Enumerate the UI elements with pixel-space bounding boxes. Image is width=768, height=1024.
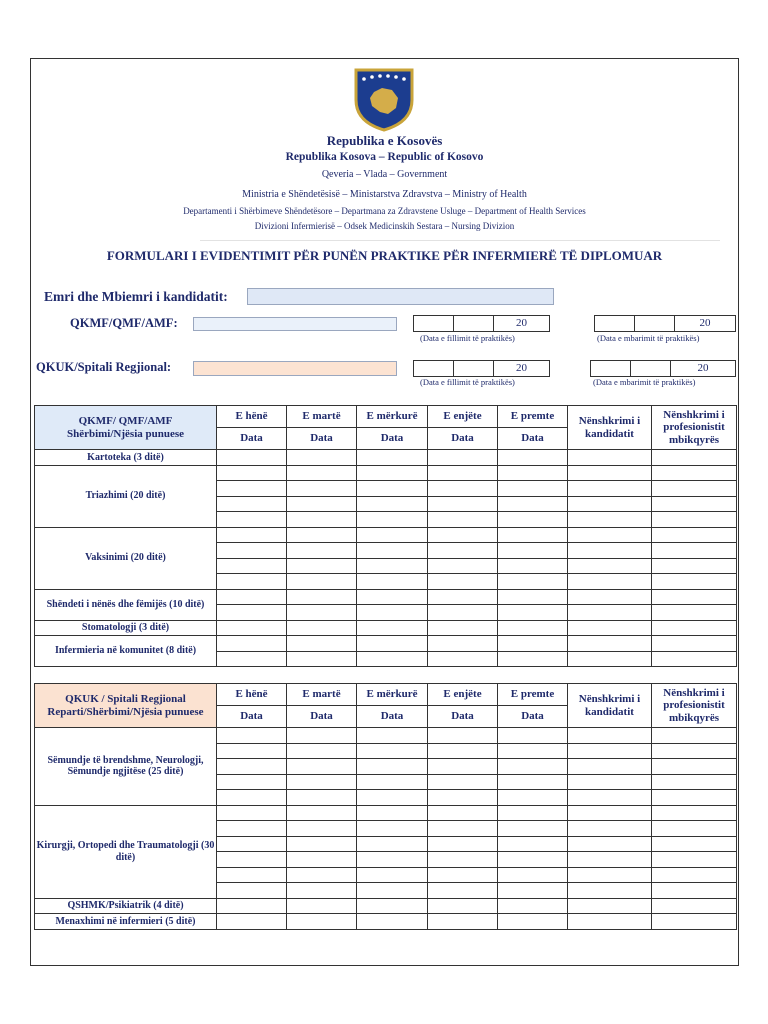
entry-cell[interactable] (498, 481, 568, 497)
qkuk-attendance-table (34, 683, 737, 930)
year-prefix: 20 (697, 362, 709, 374)
entry-cell[interactable] (498, 651, 568, 667)
entry-cell[interactable] (498, 883, 568, 899)
entry-cell[interactable] (652, 790, 737, 806)
entry-cell[interactable] (287, 743, 357, 759)
entry-cell[interactable] (568, 805, 652, 821)
entry-cell[interactable] (652, 883, 737, 899)
entry-cell[interactable] (498, 867, 568, 883)
entry-cell[interactable] (217, 651, 287, 667)
entry-cell[interactable] (428, 589, 498, 605)
entry-cell[interactable] (428, 914, 498, 930)
entry-cell[interactable] (568, 465, 652, 481)
entry-cell[interactable] (287, 620, 357, 636)
entry-cell[interactable] (357, 759, 428, 775)
work-unit-label: Shëndeti i nënës dhe fëmijës (10 ditë) (35, 589, 217, 620)
entry-cell[interactable] (357, 543, 428, 559)
entry-cell[interactable] (428, 496, 498, 512)
entry-cell[interactable] (287, 867, 357, 883)
supervisor-signature-header: Nënshkrimi i profesionistit mbikqyrës (652, 406, 737, 450)
entry-cell[interactable] (357, 914, 428, 930)
date-subheader: Data (498, 706, 568, 728)
work-unit-label: Triazhimi (20 ditë) (35, 465, 217, 527)
entry-cell[interactable] (652, 743, 737, 759)
qkmf-field[interactable] (193, 317, 397, 331)
candidate-signature-header: Nënshkrimi i kandidatit (568, 684, 652, 728)
entry-cell[interactable] (498, 836, 568, 852)
day-header: E martë (287, 684, 357, 706)
entry-cell[interactable] (428, 867, 498, 883)
entry-cell[interactable] (287, 898, 357, 914)
entry-cell[interactable] (652, 620, 737, 636)
start-date-caption: (Data e fillimit të praktikës) (420, 377, 515, 387)
entry-cell[interactable] (217, 496, 287, 512)
entry-cell[interactable] (498, 898, 568, 914)
entry-cell[interactable] (357, 651, 428, 667)
entry-cell[interactable] (287, 543, 357, 559)
day-header: E hënë (217, 684, 287, 706)
header-government: Qeveria – Vlada – Government (321, 169, 448, 180)
entry-cell[interactable] (428, 465, 498, 481)
start-date-caption: (Data e fillimit të praktikës) (420, 333, 515, 343)
day-header: E martë (287, 406, 357, 428)
entry-cell[interactable] (498, 774, 568, 790)
date-subheader: Data (498, 428, 568, 450)
section-title-cell (35, 406, 217, 450)
entry-cell[interactable] (498, 790, 568, 806)
entry-cell[interactable] (217, 605, 287, 621)
end-date-caption: (Data e mbarimit të praktikës) (597, 333, 700, 343)
entry-cell[interactable] (287, 728, 357, 744)
entry-cell[interactable] (652, 589, 737, 605)
entry-cell[interactable] (568, 543, 652, 559)
work-unit-label: Kirurgji, Ortopedi dhe Traumatologji (30 ditë) (35, 805, 217, 898)
entry-cell[interactable] (357, 867, 428, 883)
day-header: E hënë (217, 406, 287, 428)
entry-cell[interactable] (217, 589, 287, 605)
candidate-signature-header: Nënshkrimi i kandidatit (568, 406, 652, 450)
entry-cell[interactable] (428, 728, 498, 744)
header-department: Departamenti i Shërbimeve Shëndetësore – Departmana za Zdravstene Usluge – Department of Health Services (183, 206, 586, 216)
entry-cell[interactable] (652, 852, 737, 868)
entry-cell[interactable] (568, 574, 652, 590)
work-unit-label: Kartoteka (3 ditë) (35, 450, 217, 466)
entry-cell[interactable] (357, 883, 428, 899)
entry-cell[interactable] (217, 728, 287, 744)
entry-cell[interactable] (498, 450, 568, 466)
entry-cell[interactable] (217, 481, 287, 497)
entry-cell[interactable] (498, 620, 568, 636)
entry-cell[interactable] (652, 496, 737, 512)
entry-cell[interactable] (428, 790, 498, 806)
entry-cell[interactable] (217, 867, 287, 883)
entry-cell[interactable] (357, 512, 428, 528)
entry-cell[interactable] (217, 790, 287, 806)
entry-cell[interactable] (287, 636, 357, 652)
qkuk-start-date[interactable] (413, 360, 550, 377)
entry-cell[interactable] (357, 821, 428, 837)
entry-cell[interactable] (357, 898, 428, 914)
entry-cell[interactable] (357, 852, 428, 868)
entry-cell[interactable] (357, 527, 428, 543)
work-unit-label: QSHMK/Psikiatrik (4 ditë) (35, 898, 217, 914)
entry-cell[interactable] (428, 636, 498, 652)
entry-cell[interactable] (652, 465, 737, 481)
date-subheader: Data (217, 706, 287, 728)
entry-cell[interactable] (357, 450, 428, 466)
entry-cell[interactable] (357, 605, 428, 621)
entry-cell[interactable] (428, 821, 498, 837)
entry-cell[interactable] (428, 852, 498, 868)
entry-cell[interactable] (287, 481, 357, 497)
entry-cell[interactable] (357, 620, 428, 636)
entry-cell[interactable] (498, 852, 568, 868)
entry-cell[interactable] (287, 790, 357, 806)
entry-cell[interactable] (498, 512, 568, 528)
entry-cell[interactable] (498, 605, 568, 621)
entry-cell[interactable] (652, 636, 737, 652)
entry-cell[interactable] (652, 836, 737, 852)
qkuk-label: QKUK/Spitali Regjional: (36, 360, 172, 374)
entry-cell[interactable] (217, 465, 287, 481)
entry-cell[interactable] (287, 465, 357, 481)
year-prefix: 20 (699, 317, 711, 329)
entry-cell[interactable] (428, 883, 498, 899)
entry-cell[interactable] (287, 605, 357, 621)
entry-cell[interactable] (568, 512, 652, 528)
day-header: E enjëte (428, 406, 498, 428)
entry-cell[interactable] (287, 836, 357, 852)
entry-cell[interactable] (287, 914, 357, 930)
entry-cell[interactable] (357, 574, 428, 590)
entry-cell[interactable] (652, 914, 737, 930)
entry-cell[interactable] (428, 605, 498, 621)
entry-cell[interactable] (568, 867, 652, 883)
entry-cell[interactable] (498, 743, 568, 759)
entry-cell[interactable] (498, 636, 568, 652)
entry-cell[interactable] (652, 759, 737, 775)
entry-cell[interactable] (568, 852, 652, 868)
entry-cell[interactable] (357, 636, 428, 652)
entry-cell[interactable] (217, 574, 287, 590)
entry-cell[interactable] (568, 743, 652, 759)
date-subheader: Data (428, 428, 498, 450)
entry-cell[interactable] (217, 527, 287, 543)
work-unit-label: Sëmundje të brendshme, Neurologji, Sëmundje ngjitëse (25 ditë) (35, 728, 217, 806)
entry-cell[interactable] (428, 558, 498, 574)
entry-cell[interactable] (428, 774, 498, 790)
date-subheader: Data (428, 706, 498, 728)
entry-cell[interactable] (428, 805, 498, 821)
entry-cell[interactable] (428, 898, 498, 914)
date-subheader: Data (217, 428, 287, 450)
date-subheader: Data (357, 428, 428, 450)
entry-cell[interactable] (652, 867, 737, 883)
entry-cell[interactable] (287, 883, 357, 899)
entry-cell[interactable] (428, 527, 498, 543)
entry-cell[interactable] (287, 651, 357, 667)
entry-cell[interactable] (217, 852, 287, 868)
section-title-line1: QKUK / Spitali Regjional (65, 692, 186, 705)
entry-cell[interactable] (428, 574, 498, 590)
entry-cell[interactable] (498, 496, 568, 512)
entry-cell[interactable] (652, 481, 737, 497)
entry-cell[interactable] (568, 883, 652, 899)
entry-cell[interactable] (652, 774, 737, 790)
section-title-cell (35, 684, 217, 728)
entry-cell[interactable] (652, 450, 737, 466)
entry-cell[interactable] (498, 558, 568, 574)
entry-cell[interactable] (652, 805, 737, 821)
day-header: E enjëte (428, 684, 498, 706)
entry-cell[interactable] (568, 914, 652, 930)
entry-cell[interactable] (217, 805, 287, 821)
section-title-line1: QKMF/ QMF/AMF (78, 414, 173, 427)
supervisor-signature-header: Nënshkrimi i profesionistit mbikqyrës (652, 684, 737, 728)
entry-cell[interactable] (357, 481, 428, 497)
entry-cell[interactable] (287, 558, 357, 574)
entry-cell[interactable] (428, 620, 498, 636)
candidate-name-field[interactable] (247, 288, 554, 305)
header-republic-trilingual: Republika Kosova – Republic of Kosovo (285, 151, 484, 163)
entry-cell[interactable] (217, 898, 287, 914)
end-date-caption: (Data e mbarimit të praktikës) (593, 377, 696, 387)
year-prefix: 20 (516, 317, 527, 329)
section-title-line2: Shërbimi/Njësia punuese (66, 427, 185, 440)
entry-cell[interactable] (498, 759, 568, 775)
entry-cell[interactable] (568, 836, 652, 852)
entry-cell[interactable] (357, 790, 428, 806)
work-unit-label: Vaksinimi (20 ditë) (35, 527, 217, 589)
entry-cell[interactable] (568, 527, 652, 543)
entry-cell[interactable] (357, 805, 428, 821)
header-ministry: Ministria e Shëndetësisë – Ministarstva Zdravstva – Ministry of Health (242, 189, 527, 200)
entry-cell[interactable] (217, 543, 287, 559)
day-header: E mërkurë (357, 406, 428, 428)
entry-cell[interactable] (652, 527, 737, 543)
qkuk-end-date[interactable] (590, 360, 736, 377)
entry-cell[interactable] (287, 774, 357, 790)
entry-cell[interactable] (498, 821, 568, 837)
entry-cell[interactable] (217, 620, 287, 636)
entry-cell[interactable] (428, 512, 498, 528)
entry-cell[interactable] (428, 759, 498, 775)
day-header: E premte (498, 684, 568, 706)
work-unit-label: Stomatologji (3 ditë) (35, 620, 217, 636)
entry-cell[interactable] (568, 728, 652, 744)
entry-cell[interactable] (287, 805, 357, 821)
date-subheader: Data (287, 428, 357, 450)
entry-cell[interactable] (568, 651, 652, 667)
entry-cell[interactable] (568, 790, 652, 806)
entry-cell[interactable] (498, 543, 568, 559)
date-subheader: Data (287, 706, 357, 728)
entry-cell[interactable] (217, 914, 287, 930)
entry-cell[interactable] (652, 558, 737, 574)
entry-cell[interactable] (498, 805, 568, 821)
day-header: E mërkurë (357, 684, 428, 706)
entry-cell[interactable] (217, 821, 287, 837)
qkmf-label: QKMF/QMF/AMF: (70, 316, 178, 330)
entry-cell[interactable] (217, 836, 287, 852)
entry-cell[interactable] (357, 728, 428, 744)
entry-cell[interactable] (217, 450, 287, 466)
entry-cell[interactable] (357, 589, 428, 605)
entry-cell[interactable] (568, 450, 652, 466)
entry-cell[interactable] (428, 543, 498, 559)
entry-cell[interactable] (428, 481, 498, 497)
entry-cell[interactable] (568, 481, 652, 497)
entry-cell[interactable] (568, 620, 652, 636)
entry-cell[interactable] (287, 821, 357, 837)
header-divider (200, 240, 720, 241)
qkuk-field[interactable] (193, 361, 397, 376)
entry-cell[interactable] (287, 759, 357, 775)
entry-cell[interactable] (217, 743, 287, 759)
entry-cell[interactable] (287, 852, 357, 868)
entry-cell[interactable] (498, 527, 568, 543)
entry-cell[interactable] (357, 836, 428, 852)
form-title: FORMULARI I EVIDENTIMIT PËR PUNËN PRAKTIKE PËR INFERMIERË TË DIPLOMUAR (106, 248, 663, 263)
entry-cell[interactable] (217, 883, 287, 899)
entry-cell[interactable] (652, 512, 737, 528)
entry-cell[interactable] (568, 605, 652, 621)
entry-cell[interactable] (287, 496, 357, 512)
entry-cell[interactable] (357, 743, 428, 759)
entry-cell[interactable] (217, 759, 287, 775)
entry-cell[interactable] (428, 651, 498, 667)
entry-cell[interactable] (498, 728, 568, 744)
entry-cell[interactable] (498, 465, 568, 481)
work-unit-label: Menaxhimi në infermieri (5 ditë) (35, 914, 217, 930)
entry-cell[interactable] (568, 774, 652, 790)
entry-cell[interactable] (652, 543, 737, 559)
entry-cell[interactable] (357, 558, 428, 574)
entry-cell[interactable] (428, 450, 498, 466)
date-subheader: Data (357, 706, 428, 728)
entry-cell[interactable] (357, 496, 428, 512)
entry-cell[interactable] (652, 651, 737, 667)
entry-cell[interactable] (568, 759, 652, 775)
entry-cell[interactable] (498, 574, 568, 590)
entry-cell[interactable] (428, 743, 498, 759)
qkmf-attendance-table (34, 405, 737, 667)
header-republic-albanian: Republika e Kosovës (326, 133, 443, 148)
entry-cell[interactable] (498, 914, 568, 930)
entry-cell[interactable] (287, 512, 357, 528)
entry-cell[interactable] (357, 465, 428, 481)
candidate-name-label: Emri dhe Mbiemri i kandidatit: (44, 289, 228, 304)
entry-cell[interactable] (652, 574, 737, 590)
work-unit-label: Infermieria në komunitet (8 ditë) (35, 636, 217, 667)
entry-cell[interactable] (287, 589, 357, 605)
entry-cell[interactable] (568, 636, 652, 652)
qkmf-start-date[interactable] (413, 315, 550, 332)
entry-cell[interactable] (428, 836, 498, 852)
entry-cell[interactable] (568, 496, 652, 512)
day-header: E premte (498, 406, 568, 428)
entry-cell[interactable] (217, 512, 287, 528)
entry-cell[interactable] (652, 728, 737, 744)
header-division: Divizioni Infermierisë – Odsek Medicinskih Sestara – Nursing Divizion (254, 221, 515, 231)
entry-cell[interactable] (217, 774, 287, 790)
qkmf-end-date[interactable] (594, 315, 736, 332)
entry-cell[interactable] (568, 589, 652, 605)
entry-cell[interactable] (652, 898, 737, 914)
entry-cell[interactable] (287, 574, 357, 590)
entry-cell[interactable] (568, 898, 652, 914)
kosovo-coat-of-arms-icon (352, 66, 416, 132)
entry-cell[interactable] (217, 636, 287, 652)
entry-cell[interactable] (357, 774, 428, 790)
entry-cell[interactable] (217, 558, 287, 574)
entry-cell[interactable] (568, 821, 652, 837)
year-prefix: 20 (516, 362, 527, 374)
entry-cell[interactable] (498, 589, 568, 605)
entry-cell[interactable] (287, 450, 357, 466)
entry-cell[interactable] (568, 558, 652, 574)
section-title-line2: Reparti/Shërbimi/Njësia punuese (47, 705, 204, 718)
entry-cell[interactable] (287, 527, 357, 543)
entry-cell[interactable] (652, 821, 737, 837)
entry-cell[interactable] (652, 605, 737, 621)
